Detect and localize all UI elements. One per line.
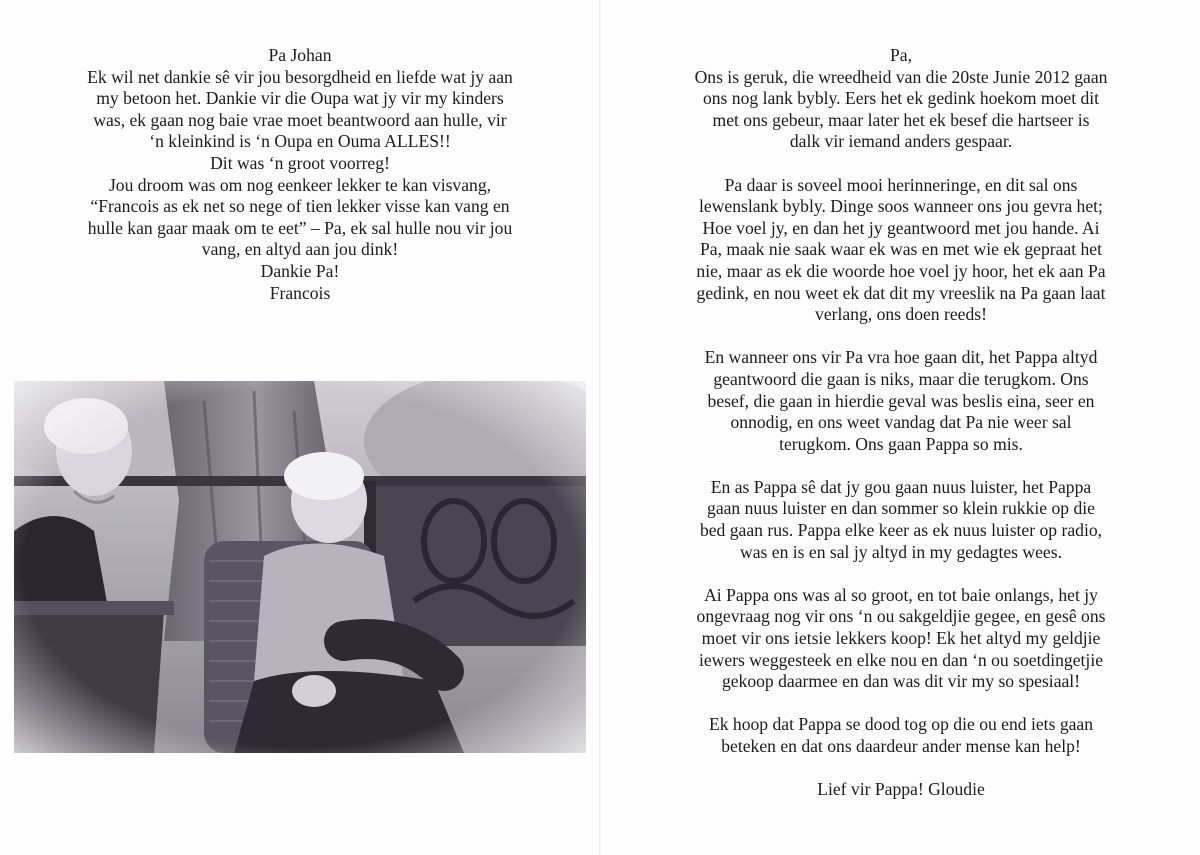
text-line: verlang, ons doen reeds! <box>815 304 987 325</box>
tribute-gloudie <box>631 45 1171 801</box>
text-line: hulle kan gaar maak om te eet” – Pa, ek sal hulle nou vir jou <box>87 217 513 238</box>
text-line: gedink, en nou weet ek dat dit my vreeslik na Pa gaan laat <box>696 282 1106 303</box>
text-line: iewers weggesteek en elke nou en dan ‘n ou soetdingetjie <box>698 649 1104 670</box>
text-line: Pa Johan <box>268 45 332 65</box>
text-line: gekoop daarmee en dan was dit vir my so spesiaal! <box>721 671 1081 692</box>
paragraph <box>631 477 1171 563</box>
text-line: met ons gebeur, maar later het ek besef die hartseer is <box>712 109 1090 130</box>
text-line: Pa, maak nie saak waar ek was en met wie ek gepraat het <box>699 239 1103 260</box>
left-page <box>0 0 599 855</box>
text-line: bed gaan rus. Pappa elke keer as ek nuus luister op radio, <box>699 520 1103 541</box>
text-line: ons nog lank bybly. Eers het ek gedink hoekom moet dit <box>702 88 1100 109</box>
text-line: dalk vir iemand anders gespaar. <box>789 131 1013 152</box>
paragraph <box>631 714 1171 757</box>
text-line: Ek hoop dat Pappa se dood tog op die ou end iets gaan <box>708 714 1094 735</box>
right-page <box>601 0 1200 855</box>
text-line: En as Pappa sê dat jy gou gaan nuus luister, het Pappa <box>710 476 1092 497</box>
text-line: was, ek gaan nog baie vrae moet beantwoord aan hulle, vir <box>93 109 507 130</box>
paragraph <box>631 347 1171 455</box>
salutation: Pa, <box>890 45 912 65</box>
paragraph-gap <box>631 455 1171 477</box>
text-line: onnodig, en ons weet vandag dat Pa nie weer sal <box>730 412 1072 433</box>
paragraph <box>631 585 1171 693</box>
paragraph <box>631 45 1171 153</box>
text-line: ‘n kleinkind is ‘n Oupa en Ouma ALLES!! <box>149 131 451 152</box>
text-line: nie, maar as ek die woorde hoe voel jy hoor, het ek aan Pa <box>696 260 1106 281</box>
text-line: terugkom. Ons gaan Pappa so mis. <box>779 433 1023 454</box>
tribute-francois <box>40 45 560 304</box>
couple-photo <box>14 381 586 753</box>
text-line: Pa daar is soveel mooi herinneringe, en dit sal ons <box>724 174 1078 195</box>
text-line: “Francois as ek net so nege of tien lekker visse kan vang en <box>90 196 510 217</box>
text-line: was en is en sal jy altyd in my gedagtes wees. <box>740 541 1062 562</box>
text-line: beteken en dat ons daardeur ander mense kan help! <box>721 736 1081 756</box>
text-line: vang, en altyd aan jou dink! <box>201 239 399 260</box>
text-line: Dit was ‘n groot voorreg! <box>210 152 390 173</box>
text-line: gaan nuus luister en dan sommer so klein rukkie op die <box>707 498 1095 519</box>
paragraph-gap <box>631 563 1171 585</box>
text-line: my betoon het. Dankie vir die Oupa wat jy vir my kinders <box>96 88 504 109</box>
text-line: Jou droom was om nog eenkeer lekker te kan visvang, <box>108 174 492 195</box>
paragraph-gap <box>631 153 1171 175</box>
paragraph-gap <box>631 326 1171 348</box>
text-line: Ek wil net dankie sê vir jou besorgdheid en liefde wat jy aan <box>87 66 513 87</box>
text-line: ongevraag nog vir ons ‘n ou sakgeldjie gegee, en gesê ons <box>696 606 1106 627</box>
signature-francois: Francois <box>269 282 331 303</box>
text-line: geantwoord die gaan is niks, maar die terugkom. Ons <box>713 368 1089 389</box>
paragraph-gap <box>631 693 1171 715</box>
signature-gloudie: Lief vir Pappa! Gloudie <box>817 779 985 800</box>
text-line: lewenslank bybly. Dinge soos wanneer ons jou gevra het; <box>699 196 1103 217</box>
paragraph-gap <box>631 758 1171 780</box>
couple-photo-image <box>14 381 586 753</box>
text-line: moet vir ons ietsie lekkers koop! Ek het altyd my geldjie <box>701 628 1101 649</box>
text-line: En wanneer ons vir Pa vra hoe gaan dit, het Pappa altyd <box>704 347 1098 368</box>
text-line: Ons is geruk, die wreedheid van die 20ste Junie 2012 gaan <box>694 66 1108 87</box>
text-line: besef, die gaan in hierdie geval was beslis eina, seer en <box>707 390 1095 411</box>
paragraph <box>631 779 1171 801</box>
text-line: Dankie Pa! <box>260 260 340 281</box>
paragraph <box>631 175 1171 326</box>
text-line: Ai Pappa ons was al so groot, en tot baie onlangs, het jy <box>704 584 1098 605</box>
text-line: Hoe voel jy, en dan het jy geantwoord met jou hande. Ai <box>702 217 1100 238</box>
